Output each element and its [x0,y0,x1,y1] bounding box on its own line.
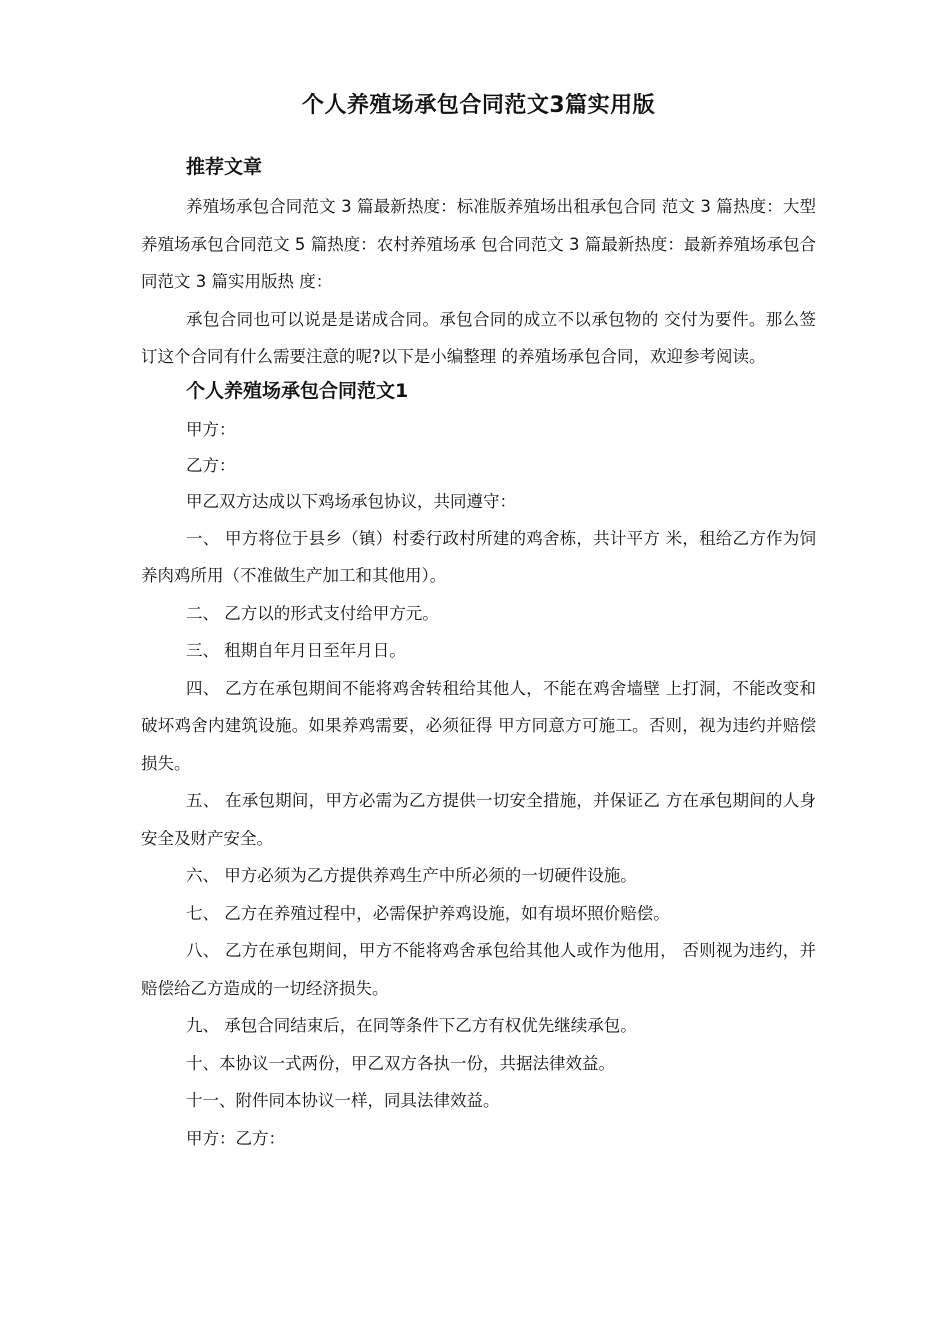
clause-10: 十、本协议一式两份，甲乙双方各执一份，共据法律效益。 [186,1053,615,1073]
clause-2: 二、 乙方以的形式支付给甲方元。 [186,603,439,623]
clause-8: 八、 乙方在承包期间，甲方不能将鸡舍承包给其他人或作为他用， 否则视为违约，并赔偿给乙方造成的一切经济损失。 [141,941,816,998]
clause-6: 六、 甲方必须为乙方提供养鸡生产中所必须的一切硬件设施。 [186,866,637,885]
recommended-heading: 推荐文章 [186,156,263,178]
agreement-intro: 甲乙双方达成以下鸡场承包协议，共同遵守： [186,491,516,511]
clause-4: 四、 乙方在承包期间不能将鸡舍转租给其他人，不能在鸡舍墙壁 上打洞，不能改变和破坏鸡舍内建筑设施。如果养鸡需要，必须征得 甲方同意方可施工。否则，视为违约并赔偿损失。 [141,678,816,773]
clause-9: 九、 承包合同结束后，在同等条件下乙方有权优先继续承包。 [186,1016,637,1035]
clause-5: 五、 在承包期间，甲方必需为乙方提供一切安全措施，并保证乙 方在承包期间的人身安全及财产安全。 [141,791,816,848]
signature-line: 甲方：乙方： [186,1128,285,1148]
party-a-label: 甲方： [186,419,236,439]
party-b-label: 乙方： [186,455,236,475]
clause-3: 三、 租期自年月日至年月日。 [186,641,406,660]
intro-paragraph: 承包合同也可以说是是诺成合同。承包合同的成立不以承包物的 交付为要件。那么签订这个合同有什么需要注意的呢?以下是小编整理 的养殖场承包合同，欢迎参考阅读。 [141,309,816,366]
recommended-text: 养殖场承包合同范文 3 篇最新热度：标准版养殖场出租承包合同 范文 3 篇热度：大型养殖场承包合同范文 5 篇热度：农村养殖场承 包合同范文 3 篇最新热度：最新养殖场承包合同范文 3 篇实用版热 度： [141,197,816,291]
clause-1: 一、 甲方将位于县乡（镇）村委行政村所建的鸡舍栋，共计平方 米，租给乙方作为饲养肉鸡所用（不准做生产加工和其他用）。 [141,528,816,585]
clause-7: 七、 乙方在养殖过程中，必需保护养鸡设施，如有埙坏照价赔偿。 [186,903,670,923]
document-page [141,90,816,1157]
clause-11: 十一、附件同本协议一样，同具法律效益。 [186,1091,500,1110]
document-title: 个人养殖场承包合同范文3篇实用版 [301,93,656,118]
section1-heading: 个人养殖场承包合同范文1 [186,379,409,402]
